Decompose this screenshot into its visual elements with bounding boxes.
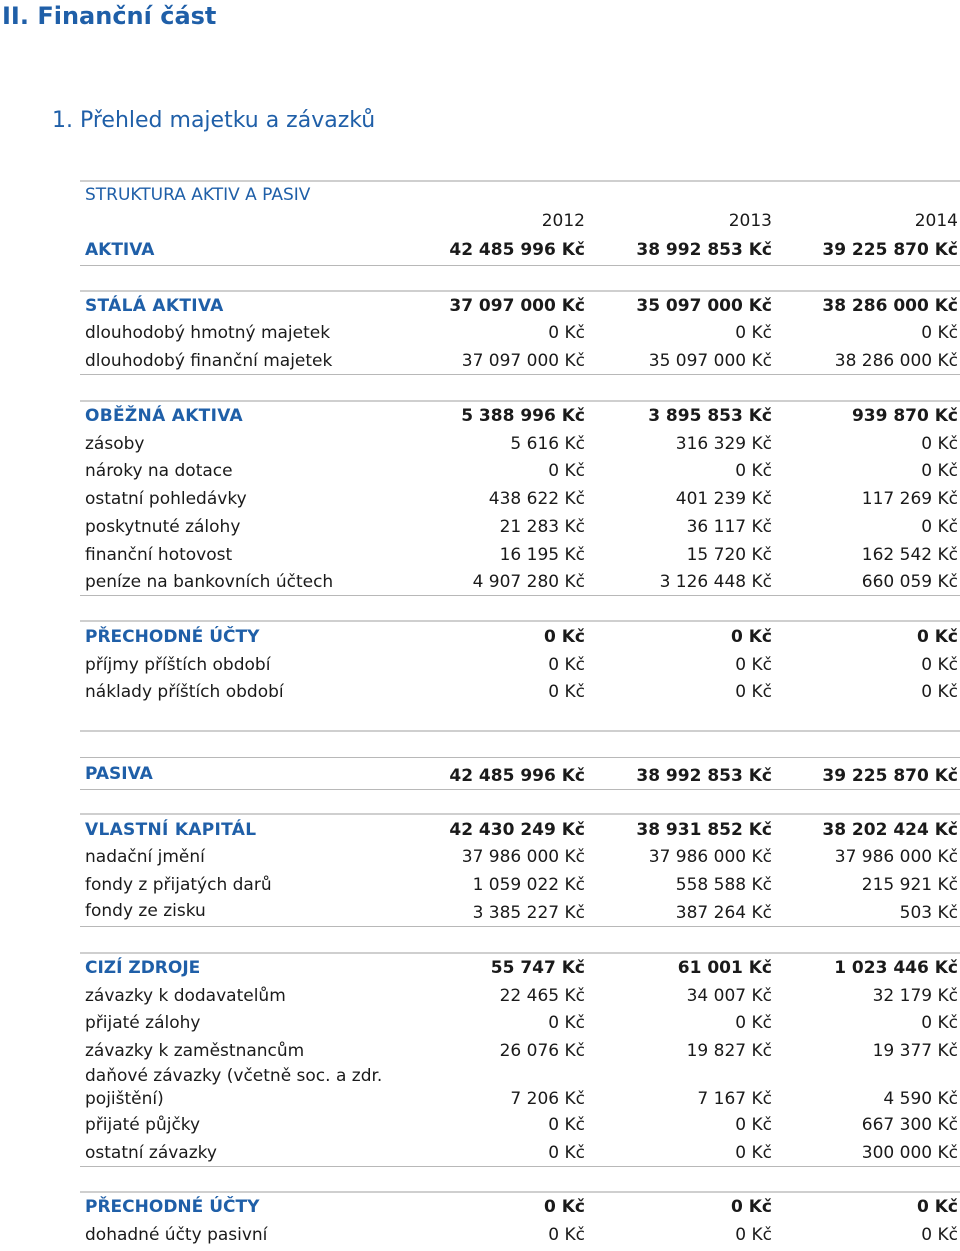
rule xyxy=(80,180,960,182)
value-2012: 0 Kč xyxy=(548,682,585,702)
value-2014: 19 377 Kč xyxy=(872,1041,958,1061)
value-2013: 0 Kč xyxy=(735,1115,772,1135)
table-row xyxy=(80,545,960,571)
value-2014: 0 Kč xyxy=(917,627,958,647)
row-label: náklady příštích období xyxy=(85,682,284,702)
value-2012: 1 059 022 Kč xyxy=(472,875,585,895)
value-2012: 16 195 Kč xyxy=(499,545,585,565)
row-label: nároky na dotace xyxy=(85,461,233,481)
value-2014: 503 Kč xyxy=(899,903,958,923)
table-row xyxy=(80,1065,960,1113)
table-row-prechodne-ucty-pasiva xyxy=(80,1197,960,1223)
row-label: ostatní pohledávky xyxy=(85,489,247,509)
row-label: fondy ze zisku xyxy=(85,901,206,921)
value-2013: 558 588 Kč xyxy=(675,875,772,895)
value-2013: 0 Kč xyxy=(735,655,772,675)
table-row xyxy=(80,1225,960,1251)
table-row xyxy=(80,986,960,1012)
row-label: dlouhodobý hmotný majetek xyxy=(85,323,331,343)
value-2013: 37 986 000 Kč xyxy=(648,847,772,867)
rule xyxy=(80,789,960,790)
value-2014: 39 225 870 Kč xyxy=(822,766,958,786)
table-row xyxy=(80,875,960,901)
table-title-row xyxy=(80,185,960,211)
rule xyxy=(80,1191,960,1193)
row-label: zásoby xyxy=(85,434,145,454)
row-label: PŘECHODNÉ ÚČTY xyxy=(85,627,260,647)
table-row-stala-aktiva xyxy=(80,296,960,322)
value-2012: 0 Kč xyxy=(548,323,585,343)
rule xyxy=(80,400,960,402)
value-2013: 38 992 853 Kč xyxy=(636,766,772,786)
table-row xyxy=(80,461,960,487)
value-2012: 55 747 Kč xyxy=(490,958,585,978)
value-2013: 35 097 000 Kč xyxy=(636,296,772,316)
year-header-row xyxy=(80,211,960,237)
value-2012: 438 622 Kč xyxy=(488,489,585,509)
table-row-prechodne-ucty-aktiva xyxy=(80,627,960,653)
table-row xyxy=(80,517,960,543)
rule xyxy=(80,265,960,266)
value-2013: 3 895 853 Kč xyxy=(648,406,772,426)
row-label: VLASTNÍ KAPITÁL xyxy=(85,820,257,840)
value-2014: 37 986 000 Kč xyxy=(834,847,958,867)
value-2012: 7 206 Kč xyxy=(510,1089,585,1109)
value-2014: 38 286 000 Kč xyxy=(822,296,958,316)
row-label: nadační jmění xyxy=(85,847,205,867)
value-2014: 162 542 Kč xyxy=(861,545,958,565)
rule xyxy=(80,952,960,954)
row-label: příjmy příštích období xyxy=(85,655,271,675)
table-row xyxy=(80,489,960,515)
table-row-vlastni-kapital xyxy=(80,820,960,846)
value-2014: 1 023 446 Kč xyxy=(834,958,958,978)
value-2014: 0 Kč xyxy=(921,1225,958,1245)
rule xyxy=(80,374,960,375)
section-heading: 1. Přehled majetku a závazků xyxy=(52,108,376,133)
value-2014: 0 Kč xyxy=(921,517,958,537)
rule xyxy=(80,290,960,292)
value-2014: 4 590 Kč xyxy=(883,1089,958,1109)
value-2012: 37 097 000 Kč xyxy=(449,296,585,316)
value-2012: 5 616 Kč xyxy=(510,434,585,454)
year-2013: 2013 xyxy=(728,211,772,231)
value-2013: 0 Kč xyxy=(735,1143,772,1163)
rule xyxy=(80,926,960,927)
value-2014: 939 870 Kč xyxy=(851,406,958,426)
value-2013: 61 001 Kč xyxy=(677,958,772,978)
row-label: závazky k zaměstnancům xyxy=(85,1041,305,1061)
value-2013: 401 239 Kč xyxy=(675,489,772,509)
value-2014: 32 179 Kč xyxy=(872,986,958,1006)
value-2012: 0 Kč xyxy=(548,1115,585,1135)
value-2014: 660 059 Kč xyxy=(861,572,958,592)
rule xyxy=(80,730,960,732)
value-2012: 37 986 000 Kč xyxy=(461,847,585,867)
row-label: přijaté zálohy xyxy=(85,1013,201,1033)
row-label: dlouhodobý finanční majetek xyxy=(85,351,333,371)
row-label: STÁLÁ AKTIVA xyxy=(85,296,224,316)
table-row xyxy=(80,323,960,349)
value-2014: 38 202 424 Kč xyxy=(822,820,958,840)
value-2014: 300 000 Kč xyxy=(861,1143,958,1163)
table-row xyxy=(80,901,960,927)
value-2013: 38 992 853 Kč xyxy=(636,240,772,260)
value-2012: 3 385 227 Kč xyxy=(472,903,585,923)
row-label: poskytnuté zálohy xyxy=(85,517,241,537)
value-2012: 26 076 Kč xyxy=(499,1041,585,1061)
value-2012: 42 485 996 Kč xyxy=(449,766,585,786)
value-2013: 7 167 Kč xyxy=(697,1089,772,1109)
row-label: přijaté půjčky xyxy=(85,1115,201,1135)
value-2013: 0 Kč xyxy=(735,323,772,343)
value-2013: 35 097 000 Kč xyxy=(648,351,772,371)
row-label: dohadné účty pasivní xyxy=(85,1225,268,1245)
value-2012: 0 Kč xyxy=(548,461,585,481)
value-2014: 667 300 Kč xyxy=(861,1115,958,1135)
value-2012: 37 097 000 Kč xyxy=(461,351,585,371)
value-2012: 0 Kč xyxy=(548,1225,585,1245)
value-2013: 0 Kč xyxy=(735,1225,772,1245)
value-2013: 0 Kč xyxy=(735,461,772,481)
rule xyxy=(80,757,960,758)
value-2013: 0 Kč xyxy=(735,682,772,702)
row-label: PASIVA xyxy=(85,764,153,784)
value-2013: 19 827 Kč xyxy=(686,1041,772,1061)
value-2013: 0 Kč xyxy=(731,1197,772,1217)
table-row-cizi-zdroje xyxy=(80,958,960,984)
rule xyxy=(80,1166,960,1167)
table-row-obezna-aktiva xyxy=(80,406,960,432)
value-2014: 0 Kč xyxy=(921,323,958,343)
value-2013: 15 720 Kč xyxy=(686,545,772,565)
table-row xyxy=(80,1013,960,1039)
table-title: STRUKTURA AKTIV A PASIV xyxy=(85,185,311,205)
row-label: finanční hotovost xyxy=(85,545,233,565)
row-label: AKTIVA xyxy=(85,240,155,260)
value-2013: 36 117 Kč xyxy=(686,517,772,537)
value-2014: 0 Kč xyxy=(921,682,958,702)
value-2013: 38 931 852 Kč xyxy=(636,820,772,840)
value-2013: 316 329 Kč xyxy=(675,434,772,454)
rule xyxy=(80,813,960,815)
year-2014: 2014 xyxy=(914,211,958,231)
table-row-pasiva xyxy=(80,764,960,790)
value-2012: 5 388 996 Kč xyxy=(461,406,585,426)
value-2014: 0 Kč xyxy=(921,1013,958,1033)
value-2012: 0 Kč xyxy=(548,1143,585,1163)
value-2013: 34 007 Kč xyxy=(686,986,772,1006)
row-label: PŘECHODNÉ ÚČTY xyxy=(85,1197,260,1217)
row-label: závazky k dodavatelům xyxy=(85,986,286,1006)
value-2012: 22 465 Kč xyxy=(499,986,585,1006)
value-2012: 0 Kč xyxy=(548,655,585,675)
table-row xyxy=(80,655,960,681)
rule xyxy=(80,620,960,622)
value-2013: 0 Kč xyxy=(735,1013,772,1033)
row-label: OBĚŽNÁ AKTIVA xyxy=(85,406,243,426)
value-2013: 0 Kč xyxy=(731,627,772,647)
value-2014: 0 Kč xyxy=(921,461,958,481)
value-2014: 0 Kč xyxy=(917,1197,958,1217)
value-2014: 0 Kč xyxy=(921,655,958,675)
value-2012: 4 907 280 Kč xyxy=(472,572,585,592)
value-2013: 3 126 448 Kč xyxy=(659,572,772,592)
table-row xyxy=(80,434,960,460)
value-2012: 0 Kč xyxy=(544,627,585,647)
row-label: daňové závazky (včetně soc. a zdr. pojištění) xyxy=(85,1066,383,1109)
value-2014: 39 225 870 Kč xyxy=(822,240,958,260)
table-row xyxy=(80,847,960,873)
table-row xyxy=(80,682,960,708)
value-2014: 215 921 Kč xyxy=(861,875,958,895)
value-2014: 117 269 Kč xyxy=(861,489,958,509)
value-2014: 38 286 000 Kč xyxy=(834,351,958,371)
rule xyxy=(80,595,960,596)
value-2013: 387 264 Kč xyxy=(675,903,772,923)
table-row-aktiva xyxy=(80,240,960,266)
value-2014: 0 Kč xyxy=(921,434,958,454)
year-2012: 2012 xyxy=(541,211,585,231)
value-2012: 42 430 249 Kč xyxy=(449,820,585,840)
row-label: peníze na bankovních účtech xyxy=(85,572,334,592)
row-label: CIZÍ ZDROJE xyxy=(85,958,201,978)
table-row xyxy=(80,1041,960,1067)
row-label: fondy z přijatých darů xyxy=(85,875,272,895)
value-2012: 0 Kč xyxy=(544,1197,585,1217)
page-heading: II. Finanční část xyxy=(2,2,217,30)
value-2012: 0 Kč xyxy=(548,1013,585,1033)
table-row xyxy=(80,1115,960,1141)
value-2012: 21 283 Kč xyxy=(499,517,585,537)
value-2012: 42 485 996 Kč xyxy=(449,240,585,260)
row-label: ostatní závazky xyxy=(85,1143,217,1163)
